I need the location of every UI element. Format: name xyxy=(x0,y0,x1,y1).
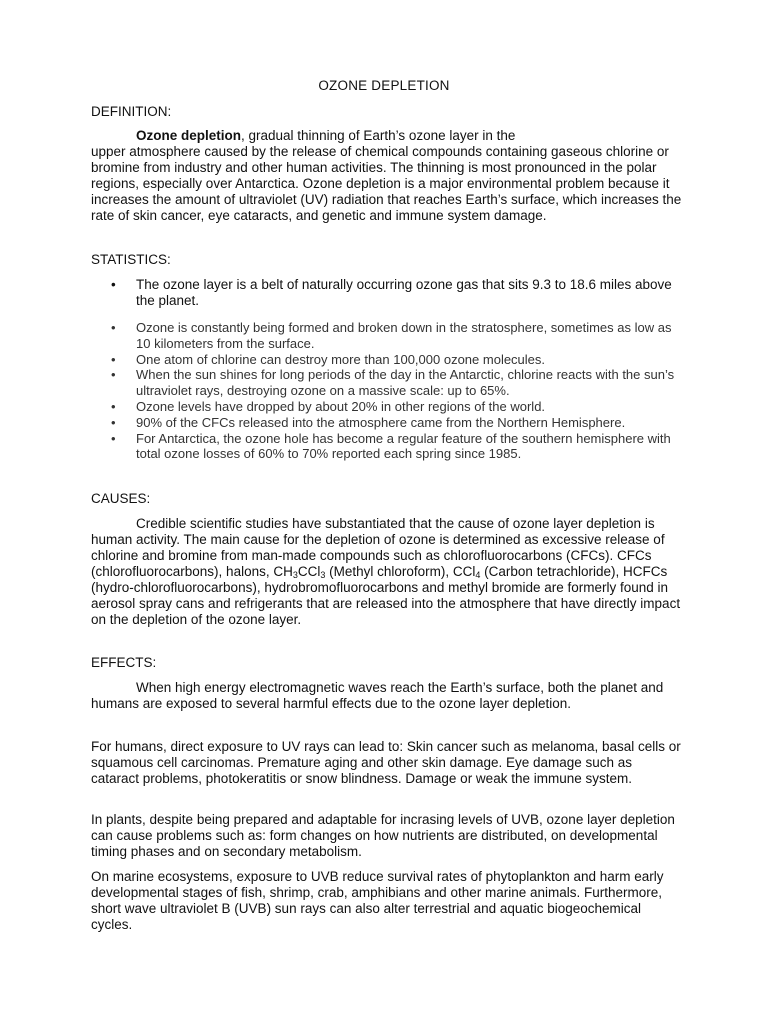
definition-term: Ozone depletion xyxy=(136,128,242,143)
list-item xyxy=(91,399,681,415)
definition-line1: , gradual thinning of Earth’s ozone layer in the xyxy=(241,128,516,143)
causes-sub-1: 3 xyxy=(292,570,298,580)
list-item xyxy=(91,415,681,431)
effects-heading: EFFECTS: xyxy=(91,655,157,670)
list-item-text: Ozone is constantly being formed and broken down in the stratosphere, sometimes as low as 10 kilometers from the surface. xyxy=(136,320,672,351)
causes-heading: CAUSES: xyxy=(91,491,151,506)
list-item-text: 90% of the CFCs released into the atmosphere came from the Northern Hemisphere. xyxy=(136,414,626,430)
definition-paragraph xyxy=(91,128,691,224)
bullet: • xyxy=(111,430,116,446)
causes-sub-2: 3 xyxy=(320,570,326,580)
causes-text-4: (Carbon tetrachloride), HCFCs (hydro-chlorofluorocarbons), hydrobromofluorocarbons and methyl bromide are formerly found in aerosol spray cans and refrigerants that are released into the atmosphere that have directly impact on the depletion of the ozone layer. xyxy=(91,564,681,627)
list-item-text: Ozone levels have dropped by about 20% in other regions of the world. xyxy=(136,398,546,414)
definition-heading: DEFINITION: xyxy=(91,104,172,119)
causes-paragraph xyxy=(91,516,681,628)
bullet: • xyxy=(111,351,116,367)
list-item xyxy=(91,277,681,309)
list-item-text: The ozone layer is a belt of naturally occurring ozone gas that sits 9.3 to 18.6 miles above the planet. xyxy=(136,277,672,308)
bullet: • xyxy=(111,414,116,430)
causes-text-1: Credible scientific studies have substantiated that the cause of ozone layer depletion is human activity. The main cause for the depletion of ozone is determined as excessive release of chlorine and bromine from man-made compounds such as chlorofluorocarbons (CFCs). CFCs (chlorofluorocarbons), halons, CH xyxy=(91,516,665,579)
definition-rest: gaseous chlorine or bromine from industry and other human activities. The thinning is most pronounced in the polar regions, especially over Antarctica. Ozone depletion is a major environmental problem because it increases the amount of ultraviolet (UV) radiation that reaches Earth’s surface, which increases the rate of skin cancer, eye cataracts, and genetic and immune system damage. xyxy=(91,144,682,223)
statistics-main-list xyxy=(91,277,681,309)
causes-text-3: (Methyl chloroform), CCl xyxy=(325,564,476,579)
list-item xyxy=(91,320,681,352)
effects-marine-paragraph: On marine ecosystems, exposure to UVB reduce survival rates of phytoplankton and harm early developmental stages of fish, shrimp, crab, amphibians and other marine animals. Furthermore, short wave ultraviolet B (UVB) sun rays can also alter terrestrial and aquatic biogeochemical cycles. xyxy=(91,869,664,932)
list-item xyxy=(91,367,681,399)
causes-sub-3: 4 xyxy=(475,570,481,580)
effects-humans-paragraph: For humans, direct exposure to UV rays can lead to: Skin cancer such as melanoma, basal cells or squamous cell carcinomas. Premature aging and other skin damage. Eye damage such as cataract problems, photokeratitis or snow blindness. Damage or weak the immune system. xyxy=(91,739,681,786)
bullet: • xyxy=(111,367,116,383)
definition-line2: upper atmosphere caused by the release of chemical compounds containing xyxy=(91,144,548,159)
effects-intro: When high energy electromagnetic waves reach the Earth’s surface, both the planet and humans are exposed to several harmful effects due to the ozone layer depletion. xyxy=(91,680,664,711)
document-title: OZONE DEPLETION xyxy=(318,78,450,93)
statistics-heading: STATISTICS: xyxy=(91,252,171,267)
statistics-list xyxy=(91,320,681,462)
effects-intro-paragraph xyxy=(91,680,671,712)
causes-text-2: CCl xyxy=(297,564,321,579)
list-item xyxy=(91,431,681,463)
bullet: • xyxy=(111,320,116,335)
list-item xyxy=(91,352,681,368)
effects-plants-paragraph: In plants, despite being prepared and adaptable for incrasing levels of UVB, ozone layer depletion can cause problems such as: form changes on how nutrients are distributed, on developmental timing phases and on secondary metabolism. xyxy=(91,812,675,859)
bullet: • xyxy=(111,277,116,292)
list-item-text: For Antarctica, the ozone hole has become a regular feature of the southern hemisphere with total ozone losses of 60% to 70% reported each spring since 1985. xyxy=(136,430,671,462)
bullet: • xyxy=(111,398,116,414)
list-item-text: One atom of chlorine can destroy more than 100,000 ozone molecules. xyxy=(136,351,546,367)
list-item-text: When the sun shines for long periods of the day in the Antarctic, chlorine reacts with the sun’s ultraviolet rays, destroying ozone on a massive scale: up to 65%. xyxy=(136,367,675,399)
